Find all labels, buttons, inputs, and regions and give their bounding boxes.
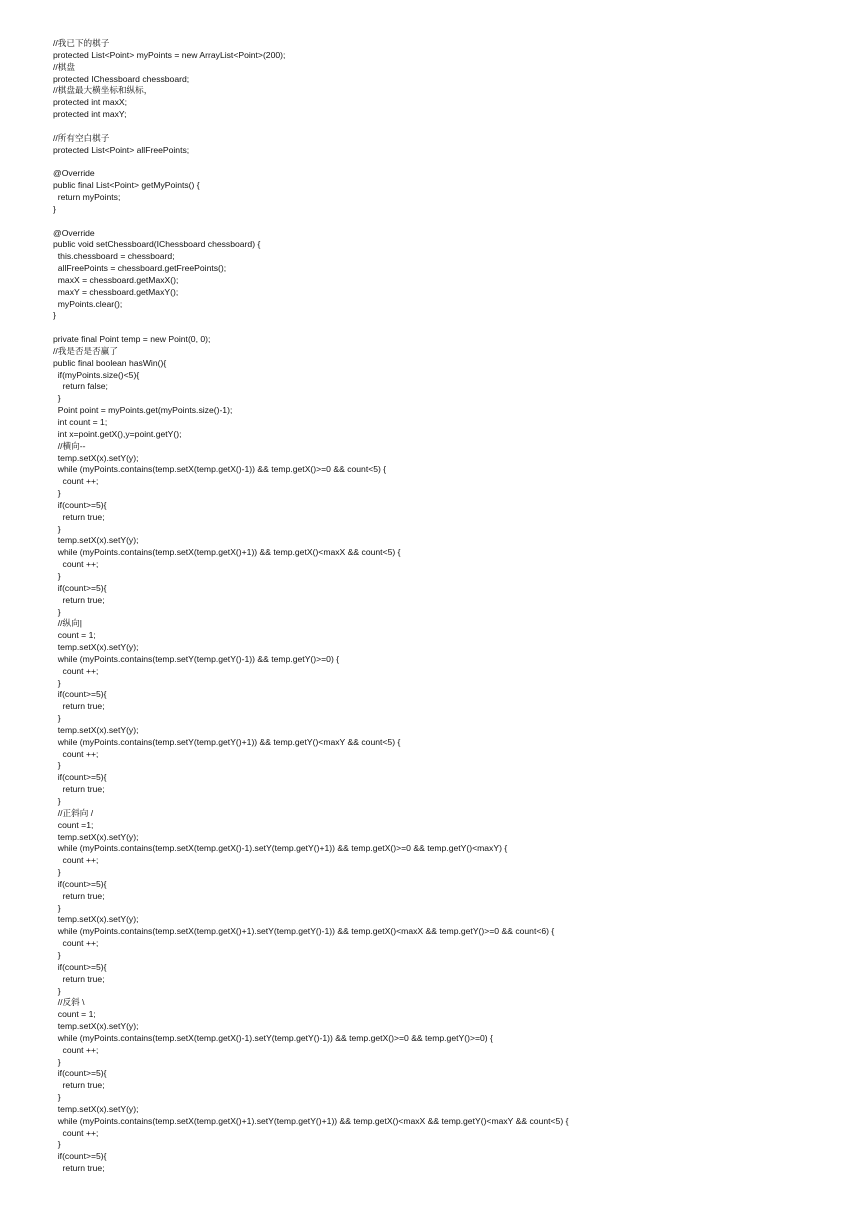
code-line: count = 1;	[53, 1009, 96, 1020]
code-line: //我已下的棋子	[53, 38, 110, 48]
code-line: temp.setX(x).setY(y);	[53, 642, 139, 653]
code-line: count ++;	[53, 748, 99, 759]
code-line: return true;	[53, 594, 105, 605]
code-line: if(myPoints.size()<5){	[53, 369, 140, 380]
code-line: int x=point.getX(),y=point.getY();	[53, 428, 182, 439]
code-line: return true;	[53, 1080, 105, 1091]
code-line: //横向--	[53, 440, 86, 451]
code-line: if(count>=5){	[53, 689, 107, 700]
code-line: }	[53, 677, 61, 688]
code-line: if(count>=5){	[53, 772, 107, 783]
code-line: int count = 1;	[53, 417, 108, 427]
code-line	[53, 156, 568, 168]
code-line: temp.setX(x).setY(y);	[53, 831, 139, 842]
code-line: while (myPoints.contains(temp.setX(temp.getX()-1).setY(temp.getY()-1)) && temp.getX()>=0 && temp.getY()>=0) {	[53, 1032, 493, 1043]
code-line: count = 1;	[53, 630, 96, 641]
code-line: }	[53, 1092, 61, 1103]
code-line: while (myPoints.contains(temp.setX(temp.getX()+1)) && temp.getX()<maxX && count<5) {	[53, 547, 401, 558]
code-line: return false;	[53, 381, 108, 392]
code-line: return true;	[53, 1163, 105, 1174]
code-line: return myPoints;	[53, 191, 121, 202]
code-line: }	[53, 570, 61, 581]
code-line: while (myPoints.contains(temp.setX(temp.getX()-1)) && temp.getX()>=0 && count<5) {	[53, 464, 387, 475]
code-line: if(count>=5){	[53, 1151, 107, 1162]
code-line: //正斜向 /	[53, 807, 94, 818]
code-line: //棋盘	[53, 61, 75, 72]
code-line: }	[53, 949, 61, 960]
code-line: }	[53, 902, 61, 913]
code-line: }	[53, 523, 61, 534]
code-line: //棋盘最大横坐标和纵标，	[53, 85, 153, 96]
code-line: if(count>=5){	[53, 582, 107, 593]
code-listing	[53, 38, 568, 1175]
code-line: }	[53, 606, 61, 617]
code-line: temp.setX(x).setY(y);	[53, 452, 139, 463]
code-line: this.chessboard = chessboard;	[53, 251, 175, 262]
code-line: protected List<Point> myPoints = new ArrayList<Point>(200);	[53, 49, 286, 60]
code-line: if(count>=5){	[53, 499, 107, 510]
code-line: protected List<Point> allFreePoints;	[53, 144, 190, 155]
code-line: temp.setX(x).setY(y);	[53, 1103, 139, 1114]
code-line: @Override	[53, 227, 95, 238]
code-line: }	[53, 985, 61, 996]
code-line: //反斜 \	[53, 997, 85, 1008]
code-line: temp.setX(x).setY(y);	[53, 724, 139, 735]
code-line: Point point = myPoints.get(myPoints.size()-1);	[53, 405, 233, 416]
code-line: }	[53, 796, 61, 806]
code-line	[53, 121, 568, 133]
code-line: while (myPoints.contains(temp.setY(temp.getY()-1)) && temp.getY()>=0) {	[53, 653, 340, 664]
code-line: //纵向|	[53, 618, 82, 629]
code-line: if(count>=5){	[53, 961, 107, 972]
code-line: count ++;	[53, 855, 99, 866]
code-line: if(count>=5){	[53, 1068, 107, 1079]
code-line: maxX = chessboard.getMaxX();	[53, 274, 179, 285]
code-line: temp.setX(x).setY(y);	[53, 535, 139, 546]
code-line: }	[53, 488, 61, 499]
code-line: count =1;	[53, 819, 94, 830]
code-line: temp.setX(x).setY(y);	[53, 914, 139, 925]
code-line: maxY = chessboard.getMaxY();	[53, 286, 179, 297]
code-line: count ++;	[53, 665, 99, 676]
code-line: return true;	[53, 701, 105, 712]
code-line: count ++;	[53, 1127, 99, 1138]
code-line	[53, 216, 568, 228]
code-line: protected IChessboard chessboard;	[53, 73, 190, 84]
code-line: public final List<Point> getMyPoints() {	[53, 180, 200, 191]
code-line: }	[53, 1056, 61, 1067]
code-line: public void setChessboard(IChessboard chessboard) {	[53, 239, 261, 250]
code-line: myPoints.clear();	[53, 298, 123, 309]
code-line: while (myPoints.contains(temp.setX(temp.getX()+1).setY(temp.getY()+1)) && temp.getX()<maxX && temp.getY()<maxY && count<5) {	[53, 1115, 569, 1126]
code-line: }	[53, 760, 61, 771]
code-line: private final Point temp = new Point(0, 0);	[53, 334, 211, 345]
code-line: return true;	[53, 511, 105, 522]
code-line: return true;	[53, 890, 105, 901]
code-line: //我是否是否赢了	[53, 345, 118, 356]
code-line: }	[53, 867, 61, 878]
code-line: @Override	[53, 168, 95, 179]
code-line: while (myPoints.contains(temp.setY(temp.getY()+1)) && temp.getY()<maxY && count<5) {	[53, 736, 401, 747]
code-line: if(count>=5){	[53, 878, 107, 889]
code-line: while (myPoints.contains(temp.setX(temp.getX()-1).setY(temp.getY()+1)) && temp.getX()>=0 && temp.getY()<maxY) {	[53, 843, 508, 854]
code-line: protected int maxY;	[53, 109, 127, 120]
code-line: }	[53, 393, 61, 404]
code-line: temp.setX(x).setY(y);	[53, 1021, 139, 1032]
code-line: return true;	[53, 784, 105, 795]
code-line: count ++;	[53, 476, 99, 487]
code-line: count ++;	[53, 559, 99, 570]
code-line: }	[53, 713, 61, 724]
code-line: count ++;	[53, 1044, 99, 1055]
code-line: count ++;	[53, 938, 99, 949]
code-line: }	[53, 1139, 61, 1150]
code-line: }	[53, 310, 56, 321]
code-line: //所有空白棋子	[53, 132, 110, 143]
code-line: public final boolean hasWin(){	[53, 357, 167, 368]
code-line: while (myPoints.contains(temp.setX(temp.getX()+1).setY(temp.getY()-1)) && temp.getX()<maxX && temp.getY()>=0 && count<6) {	[53, 926, 555, 937]
code-line: allFreePoints = chessboard.getFreePoints();	[53, 263, 227, 274]
code-line	[53, 322, 568, 334]
code-line: }	[53, 203, 56, 214]
code-line: protected int maxX;	[53, 97, 128, 108]
code-line: return true;	[53, 973, 105, 984]
